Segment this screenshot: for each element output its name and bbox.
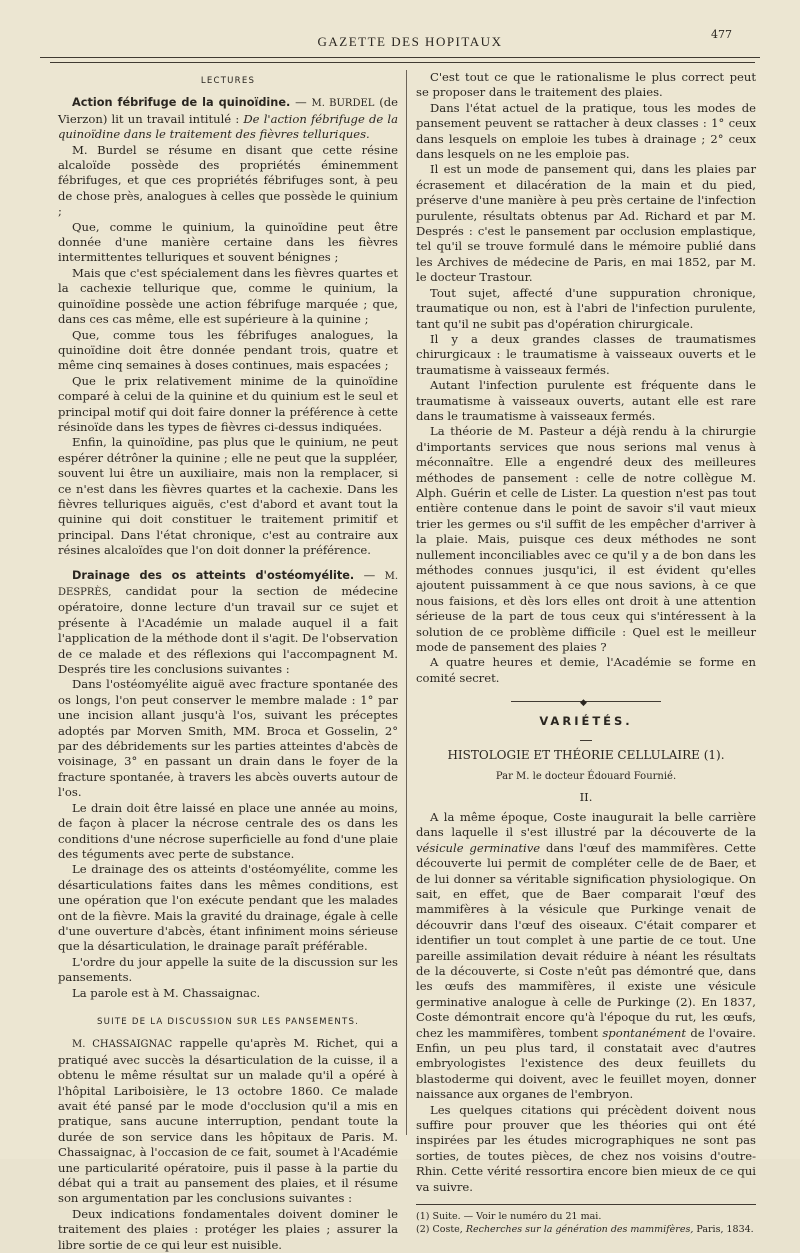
paragraph-text: rappelle qu'après M. Richet, qui a pratiqué avec succès la désarticulation de la cuisse, il a obtenu le même résultat sur un malade qu'il a opéré à l'hôpital Lariboisière, le 13 octobre 1860. Ce malade avait été pansé par le mode d'occlusion qu'il a mis en pratique, sans aucune interruption, pendant toute la durée de son service dans les hôpitaux de Paris. M. Chassaignac, à l'occasion de ce fait, soumet à l'Académie une particularité opératoire, puis il passe à la partie du débat qui a trait au pansement des plaies, et il résume son argumentation par les conclusions suivantes : bbox=[58, 1036, 399, 1206]
paragraph: Le drainage des os atteints d'ostéomyélite, comme les désarticulations faites dans les mêmes conditions, est une opération que l'on exécute pendant que les malades ont de la fièvre. Mais la gravité du drainage, égale à celle d'une ouverture d'abcès, étant infiniment moins sérieuse que la désarticulation, le drainage paraît préférable. bbox=[58, 862, 398, 954]
page-number: 477 bbox=[711, 28, 732, 41]
column-divider bbox=[406, 70, 407, 1135]
paragraph: C'est tout ce que le rationalisme le plus correct peut se proposer dans le traitement des plaies. bbox=[416, 70, 756, 100]
article-title: HISTOLOGIE ET THÉORIE CELLULAIRE (1). bbox=[447, 747, 725, 762]
paragraph: Il y a deux grandes classes de traumatismes chirurgicaux : le traumatisme à vaisseaux ouverts et le traumatisme à vaisseaux fermés. bbox=[416, 331, 756, 377]
paragraph-text: (de Vierzon) lit un travail intitulé : bbox=[58, 95, 398, 126]
paragraph: Drainage des os atteints d'ostéomyélite. — M. DESPRÈS, candidat pour la section de médecine opératoire, donne lecture d'un travail sur ce sujet et présente à l'Académie un malade auquel il a fait l'application de la méthode dont il s'agit. De l'observation de ce malade et des réflexions qui l'accompagnent M. Després tire les conclusions suivantes : bbox=[58, 567, 399, 677]
right-column bbox=[416, 70, 756, 1236]
paragraph: Mais que c'est spécialement dans les fièvres quartes et la cachexie tellurique que, comme le quinium, la quinoïdine possède une action fébrifuge marquée ; que, dans ces cas même, elle est supérieure à la quinine ; bbox=[58, 265, 398, 327]
author-name: M. BURDEL bbox=[311, 98, 375, 110]
paragraph bbox=[416, 810, 756, 1103]
paragraph: Le drain doit être laissé en place une année au moins, de façon à placer la nécrose centrale des os dans les conditions d'une nécrose superficielle au fond d'une plaie des téguments avec perte de substance. bbox=[58, 800, 398, 861]
header-rule bbox=[40, 57, 760, 58]
journal-title: GAZETTE DES HOPITAUX bbox=[317, 34, 503, 49]
paragraph bbox=[58, 1036, 398, 1206]
paragraph: L'ordre du jour appelle la suite de la discussion sur les pansements. bbox=[58, 954, 398, 985]
paragraph: Enfin, la quinoïdine, pas plus que le quinium, ne peut espérer détrôner la quinine ; elle ne peut que la suppléer, souvent lui être un auxiliaire, mais non la remplacer, si ce n'est dans les fièvres quartes et la cachexie. Dans les fièvres telluriques aiguës, c'est d'abord et avant tout la quinine qui doit constituer le traitement primitif et principal. Dans l'état chronique, c'est au contraire aux résines alcaloïdes que l'on doit donner la préférence. bbox=[58, 435, 398, 558]
paragraph: Que, comme le quinium, la quinoïdine peut être donnée d'une manière certaine dans les fièvres intermittentes telluriques et souvent bénignes ; bbox=[58, 219, 398, 265]
paragraph-text: dans l'œuf des mammifères. Cette découverte lui permit de compléter celle de de Baer, et de lui donner sa véritable signification physiologique. On sait, en effet, que de Baer comparait l'œuf des mammifères à la vésicule que Purkinge venait de découvrir dans l'œuf des oiseaux. C'était comparer et identifier un tout complet à une partie de ce tout. Une pareille assimilation devait réduire à néant les résultats de la découverte, si Coste n'eût pas démontré que, dans les œufs des mammifères, il existe une vésicule germinative analogue à celle de Purkinge (2). En 1837, Coste démontrait encore qu'à l'époque du rut, les œufs, chez les mammifères, tombent bbox=[416, 840, 757, 1040]
ornament-divider: ◆ bbox=[416, 696, 756, 706]
footnote-text: (2) Coste, bbox=[416, 1224, 463, 1236]
left-column bbox=[58, 70, 398, 1253]
page-header bbox=[60, 20, 760, 60]
paragraph-text: A la même époque, Coste inaugurait la belle carrière dans laquelle il s'est illustré par la découverte de la bbox=[416, 809, 756, 840]
footnote bbox=[416, 1223, 756, 1236]
paragraph: M. Burdel se résume en disant que cette résine alcaloïde possède des propriétés éminemment fébrifuges, et que ces propriétés fébrifuges sont, à peu de chose près, analogues à celles que possède le quinium ; bbox=[58, 142, 398, 219]
paragraph-text: candidat pour la section de médecine opératoire, donne lecture d'un travail sur ce sujet et présente à l'Académie un malade auquel il a fait l'application de la méthode dont il s'agit. De l'observation de ce malade et des réflexions qui l'accompagnent M. Després tire les conclusions suivantes : bbox=[58, 584, 398, 677]
paragraph-text: de l'ovaire. Enfin, un peu plus tard, il constatait avec d'autres embryologistes l'existence des deux feuillets du blastoderme qui doivent, avec le feuillet moyen, donner naissance aux organes de l'embryon. bbox=[416, 1025, 756, 1102]
paragraph: Deux indications fondamentales doivent dominer le traitement des plaies : protéger les plaies ; assurer la libre sortie de ce qui leur est nuisible. bbox=[58, 1206, 398, 1252]
paragraph: Il est un mode de pansement qui, dans les plaies par écrasement et dilacération de la main et du pied, préserve d'une manière à peu près certaine de l'infection purulente, résultats obtenus par Ad. Richard et par M. Després : c'est le pansement par occlusion emplastique, tel qu'il se trouve formulé dans le mémoire publié dans les Archives de médecine de Paris, en mai 1852, par M. le docteur Trastour. bbox=[416, 162, 756, 285]
header-rule-thin bbox=[50, 62, 755, 63]
part-number: II. bbox=[579, 790, 593, 805]
section-heading-suite: SUITE DE LA DISCUSSION SUR LES PANSEMENTS. bbox=[96, 1016, 360, 1027]
paragraph: Les quelques citations qui précèdent doivent nous suffire pour prouver que les théories qui ont été inspirées par les études micrographiques ne sont pas sorties, de toutes pièces, de chez nos voisins d'outre-Rhin. Cette vérité ressortira encore bien mieux de ce qui va suivre. bbox=[416, 1102, 756, 1194]
work-title: De l'action fébrifuge de la quinoïdine dans le traitement des fièvres telluriques. bbox=[58, 111, 399, 142]
article-byline: Par M. le docteur Édouard Fournié. bbox=[495, 771, 677, 783]
footnote: (1) Suite. — Voir le numéro du 21 mai. bbox=[416, 1211, 602, 1223]
paragraph: La théorie de M. Pasteur a déjà rendu à la chirurgie d'importants services que nous serions mal venus à méconnaître. Elle a engendré deux des meilleures méthodes de pansement : celle de notre collègue M. Alph. Guérin et celle de Lister. La question n'est pas tout entière contenue dans le point de savoir s'il vaut mieux trier les germes ou s'il suffit de les empêcher d'arriver à la plaie. Mais, puisque ces deux méthodes ne sont nullement inconciliables avec ce qu'il y a de bon dans les méthodes connues jusqu'ici, il est évident qu'elles ajoutent puissamment à ce que nous savions, à ce que nous faisions, et dès lors elles ont droit à une attention sérieuse de la part de tous ceux qui s'intéressent à la solution de ce problème difficile : Quel est le meilleur mode de pansement des plaies ? bbox=[416, 424, 756, 655]
short-rule bbox=[580, 740, 592, 741]
paragraph: Que, comme tous les fébrifuges analogues, la quinoïdine doit être donnée pendant trois, quatre et même cinq semaines à doses continues, mais espacées ; bbox=[58, 327, 398, 373]
paragraph: Dans l'état actuel de la pratique, tous les modes de pansement peuvent se rattacher à deux classes : 1° ceux dans lesquels on emploie les tubes à drainage ; 2° ceux dans lesquels on ne les emploie pas. bbox=[416, 100, 756, 162]
footnote-text: Paris, 1834. bbox=[696, 1224, 754, 1236]
author-name: M. DESPRÈS, bbox=[58, 570, 399, 598]
italic-term: vésicule germinative bbox=[416, 840, 541, 855]
paragraph: A quatre heures et demie, l'Académie se forme en comité secret. bbox=[416, 655, 756, 685]
section-heading-lectures: LECTURES bbox=[200, 76, 256, 86]
paragraph: Action fébrifuge de la quinoïdine. — M. BURDEL (de Vierzon) lit un travail intitulé : De l'action fébrifuge de la quinoïdine dans le traitement des fièvres telluriques. bbox=[58, 95, 399, 142]
paragraph: Dans l'ostéomyélite aiguë avec fracture spontanée des os longs, l'on peut conserver le membre malade : 1° par une incision allant jusqu'à l'os, suivant les préceptes adoptés par Morven Smith, MM. Broca et Gosselin, 2° par des débridements sur les parties atteintes d'abcès de voisinage, 3° en passant un drain dans le foyer de la fracture spontanée, à travers les abcès ouverts autour de l'os. bbox=[58, 677, 398, 800]
paragraph: La parole est à M. Chassaignac. bbox=[72, 985, 261, 1000]
article-title: Drainage des os atteints d'ostéomyélite. bbox=[72, 568, 355, 582]
paragraph: Tout sujet, affecté d'une suppuration chronique, traumatique ou non, est à l'abri de l'infection purulente, tant qu'il ne subit pas d'opération chirurgicale. bbox=[416, 285, 756, 331]
italic-term: spontanément bbox=[602, 1025, 687, 1040]
author-name: M. CHASSAIGNAC bbox=[72, 1039, 173, 1051]
paragraph: Que le prix relativement minime de la quinoïdine comparé à celui de la quinine et du quinium est le seul et principal motif qui doit faire donner la préférence à cette résinoïde dans les types de fièvres ci-dessus indiquées. bbox=[58, 373, 398, 434]
footnote-rule bbox=[416, 1204, 756, 1205]
section-heading-varietes: VARIÉTÉS. bbox=[539, 714, 633, 729]
article-title: Action fébrifuge de la quinoïdine. bbox=[72, 96, 291, 110]
paragraph: Autant l'infection purulente est fréquente dans le traumatisme à vaisseaux ouverts, autant elle est rare dans le traumatisme à vaisseaux fermés. bbox=[416, 378, 756, 423]
footnote-title: Recherches sur la génération des mammifères, bbox=[465, 1224, 694, 1236]
